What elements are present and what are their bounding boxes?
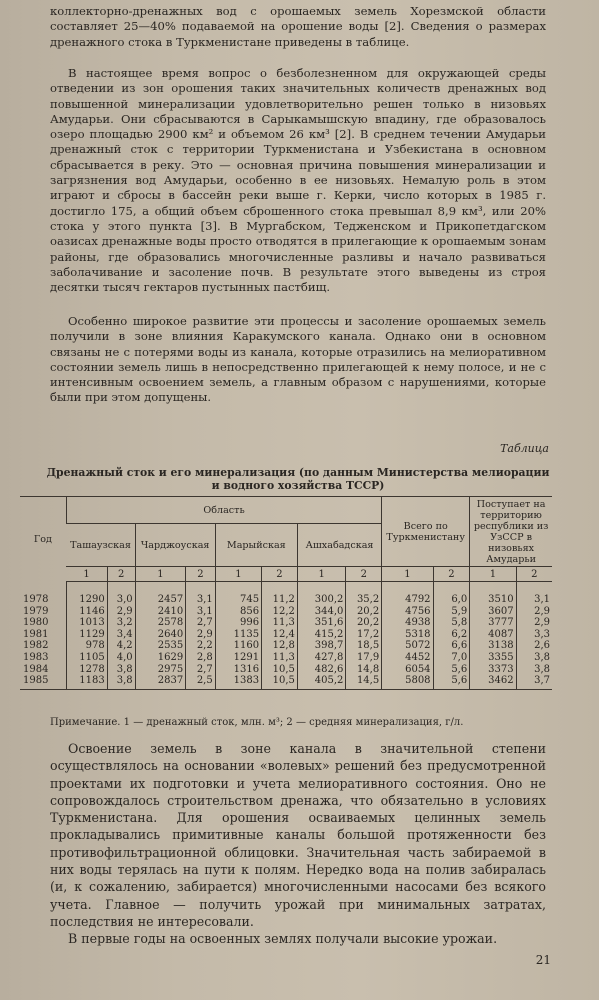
- value-cell: 351,6: [297, 617, 345, 629]
- table-body: [20, 582, 552, 690]
- value-cell: 5,6: [433, 675, 470, 689]
- value-cell: 2535: [135, 640, 186, 652]
- value-cell: 1135: [215, 629, 261, 641]
- value-cell: 4087: [470, 629, 516, 641]
- table-row: [20, 640, 552, 652]
- value-cell: 3138: [470, 640, 516, 652]
- value-cell: 6,6: [433, 640, 470, 652]
- value-cell: 3,8: [107, 664, 135, 676]
- value-cell: 18,5: [346, 640, 382, 652]
- year-cell: 1980: [23, 617, 49, 629]
- paragraph-2: В настоящее время вопрос о безболезненном для окружающей среды отведении из зон орошения таких значительных количеств дренажных вод повышенной минерализации удовлетворительно решен только в низовьях Амударьи. Они сбрасываются в Сарыкамышскую впадину, где образовалось озеро площадью 2900 км² и объемом 26 км³ [2]. В среднем течении Амударьи дренажный сток с территории Туркменистана и Узбекистана в основном сбрасывается в реку. Это — основная причина повышения минерализации и загрязнения вод Амударьи, особенно в ее низовьях. Немалую роль в этом играют и сбросы в бассейн реки выше г. Керки, число которых в 1985 г. достигло 175, а общий объем сброшенного стока превышал 8,9 км³, или 20% стока у этого пункта [3]. В Мургабском, Тедженском и Прикопетдагском оазисах дренажные воды просто отводятся в прилегающие к орошаемым зонам районы, где образовались многочисленные разливы и начало развиваться заболачивание и засоление почв. В результате этого выведены из строя десятки тысяч гектаров пустынных пастбищ.: [50, 66, 546, 295]
- value-cell: 3,8: [107, 675, 135, 689]
- value-cell: 3,1: [186, 606, 216, 618]
- value-cell: 4756: [382, 606, 433, 618]
- table-row: [20, 606, 552, 618]
- value-cell: 5072: [382, 640, 433, 652]
- value-cell: 5808: [382, 675, 433, 689]
- drainage-table: [20, 496, 552, 690]
- value-cell: 2,8: [186, 652, 216, 664]
- value-cell: 1013: [66, 617, 107, 629]
- table-row: [20, 652, 552, 664]
- header-region-chardzhou: Чарджоуская: [135, 524, 215, 567]
- value-cell: 3607: [470, 606, 516, 618]
- value-cell: 2410: [135, 606, 186, 618]
- value-cell: 2837: [135, 675, 186, 689]
- col-num: 1: [470, 567, 516, 582]
- value-cell: 2578: [135, 617, 186, 629]
- value-cell: 3,7: [516, 675, 552, 689]
- value-cell: 11,3: [262, 652, 298, 664]
- value-cell: 996: [215, 617, 261, 629]
- year-cell: 1983: [23, 651, 49, 663]
- col-num: 1: [66, 567, 107, 582]
- value-cell: 415,2: [297, 629, 345, 641]
- header-region-ashkhabad: Ашхабадская: [297, 524, 381, 567]
- value-cell: 1183: [66, 675, 107, 689]
- value-cell: 3,8: [516, 652, 552, 664]
- value-cell: 2,9: [516, 606, 552, 618]
- value-cell: 2640: [135, 629, 186, 641]
- col-num: 2: [262, 567, 298, 582]
- col-num: 1: [135, 567, 186, 582]
- value-cell: 4,2: [107, 640, 135, 652]
- value-cell: 5318: [382, 629, 433, 641]
- col-num: 1: [215, 567, 261, 582]
- value-cell: 2,9: [516, 617, 552, 629]
- value-cell: 1160: [215, 640, 261, 652]
- value-cell: 978: [66, 640, 107, 652]
- value-cell: 3,0: [107, 594, 135, 606]
- value-cell: 3,3: [516, 629, 552, 641]
- col-num: 2: [346, 567, 382, 582]
- year-cell: 1978: [23, 594, 49, 605]
- value-cell: 1146: [66, 606, 107, 618]
- value-cell: 12,8: [262, 640, 298, 652]
- value-cell: 1129: [66, 629, 107, 641]
- value-cell: 2,9: [186, 629, 216, 641]
- year-cell: 1979: [23, 605, 49, 617]
- value-cell: 3,1: [186, 594, 216, 606]
- value-cell: 20,2: [346, 617, 382, 629]
- value-cell: 2,2: [186, 640, 216, 652]
- paragraph-3: Особенно широкое развитие эти процессы и засоление орошаемых земель получили в зоне влияния Каракумского канала. Однако они в основном связаны не с потерями воды из канала, которые отразились на мелиоративном состоянии земель лишь в непосредственно прилегающей к нему полосе, и не с интенсивным освоением земель, а главным образом с нарушениями, которые были при этом допущены.: [50, 314, 546, 405]
- value-cell: 427,8: [297, 652, 345, 664]
- page-number: 21: [535, 953, 551, 967]
- value-cell: 405,2: [297, 675, 345, 689]
- col-num: 1: [382, 567, 433, 582]
- table-row: [20, 617, 552, 629]
- value-cell: 3,8: [516, 664, 552, 676]
- table-row: [20, 664, 552, 676]
- value-cell: 3510: [470, 594, 516, 606]
- paragraph-4: Освоение земель в зоне канала в значительной степени осуществлялось на основании «волевых» решений без предусмотренной проектами их подготовки и учета мелиоративного состояния. Оно не сопровождалось строительством дренажа, что обязательно в условиях Туркменистана. Для орошения осваиваемых целинных земель прокладывались примитивные каналы большой протяженности без противофильтрационной облицовки. Значительная часть забираемой в них воды терялась на пути к полям. Нередко вода на полив забиралась (и, к сожалению, забирается) многочисленными насосами без всякого учета. Главное — получить урожай при минимальных затратах, последствия не интересовали.: [50, 741, 546, 929]
- table-row: [20, 675, 552, 689]
- header-year: Год: [20, 497, 66, 582]
- table-note: Примечание. 1 — дренажный сток, млн. м³; 2 — средняя минерализация, г/л.: [50, 717, 464, 728]
- value-cell: 17,2: [346, 629, 382, 641]
- value-cell: 5,9: [433, 606, 470, 618]
- value-cell: 3,1: [516, 594, 552, 606]
- year-cell: 1982: [23, 640, 49, 652]
- paragraph-1: коллекторно-дренажных вод с орошаемых земель Хорезмской области составляет 25—40% подаваемой на орошение воды [2]. Сведения о размерах дренажного стока в Туркменистане приведены в таблице.: [50, 4, 546, 49]
- value-cell: 14,5: [346, 675, 382, 689]
- value-cell: 1383: [215, 675, 261, 689]
- value-cell: 35,2: [346, 594, 382, 606]
- value-cell: 3777: [470, 617, 516, 629]
- header-oblast: Область: [66, 497, 381, 524]
- value-cell: 4,0: [107, 652, 135, 664]
- value-cell: 12,4: [262, 629, 298, 641]
- value-cell: 2,7: [186, 664, 216, 676]
- value-cell: 1629: [135, 652, 186, 664]
- value-cell: 1290: [66, 594, 107, 606]
- value-cell: 398,7: [297, 640, 345, 652]
- table-label: Таблица: [500, 442, 549, 455]
- value-cell: 14,8: [346, 664, 382, 676]
- value-cell: 4792: [382, 594, 433, 606]
- value-cell: 20,2: [346, 606, 382, 618]
- year-cell: 1985: [20, 675, 66, 689]
- value-cell: 2,9: [107, 606, 135, 618]
- col-num: 2: [516, 567, 552, 582]
- col-num: 2: [433, 567, 470, 582]
- table-row: [20, 629, 552, 641]
- value-cell: 3,2: [107, 617, 135, 629]
- value-cell: 344,0: [297, 606, 345, 618]
- value-cell: 6054: [382, 664, 433, 676]
- value-cell: 745: [215, 594, 261, 606]
- value-cell: 3373: [470, 664, 516, 676]
- value-cell: 4452: [382, 652, 433, 664]
- header-region-tashauz: Ташаузская: [66, 524, 135, 567]
- value-cell: 7,0: [433, 652, 470, 664]
- header-region-mary: Марыйская: [215, 524, 297, 567]
- value-cell: 4938: [382, 617, 433, 629]
- value-cell: 10,5: [262, 675, 298, 689]
- value-cell: 10,5: [262, 664, 298, 676]
- value-cell: 1278: [66, 664, 107, 676]
- col-num: 2: [186, 567, 216, 582]
- table-title: Дренажный сток и его минерализация (по данным Министерства мелиорации и водного хозяйства ТССР): [46, 466, 550, 492]
- value-cell: 2975: [135, 664, 186, 676]
- col-num: 1: [297, 567, 345, 582]
- value-cell: 2,6: [516, 640, 552, 652]
- value-cell: 12,2: [262, 606, 298, 618]
- value-cell: 300,2: [297, 594, 345, 606]
- header-total: Всего по Туркменистану: [382, 497, 470, 567]
- value-cell: 1316: [215, 664, 261, 676]
- table-row: [20, 594, 552, 606]
- value-cell: 2,5: [186, 675, 216, 689]
- value-cell: 3355: [470, 652, 516, 664]
- header-incoming: Поступает на территорию республики из УзССР в низовьях Амударьи: [470, 497, 552, 567]
- value-cell: 17,9: [346, 652, 382, 664]
- value-cell: 3,4: [107, 629, 135, 641]
- value-cell: 856: [215, 606, 261, 618]
- value-cell: 11,2: [262, 594, 298, 606]
- col-num: 2: [107, 567, 135, 582]
- paragraph-5: В первые годы на освоенных землях получали высокие урожаи.: [68, 931, 498, 946]
- value-cell: 482,6: [297, 664, 345, 676]
- value-cell: 3462: [470, 675, 516, 689]
- year-cell: 1984: [23, 663, 49, 675]
- year-cell: 1981: [23, 628, 49, 640]
- value-cell: 11,3: [262, 617, 298, 629]
- value-cell: 5,8: [433, 617, 470, 629]
- value-cell: 6,0: [433, 594, 470, 606]
- value-cell: 2457: [135, 594, 186, 606]
- value-cell: 6,2: [433, 629, 470, 641]
- value-cell: 1105: [66, 652, 107, 664]
- value-cell: 5,6: [433, 664, 470, 676]
- value-cell: 2,7: [186, 617, 216, 629]
- value-cell: 1291: [215, 652, 261, 664]
